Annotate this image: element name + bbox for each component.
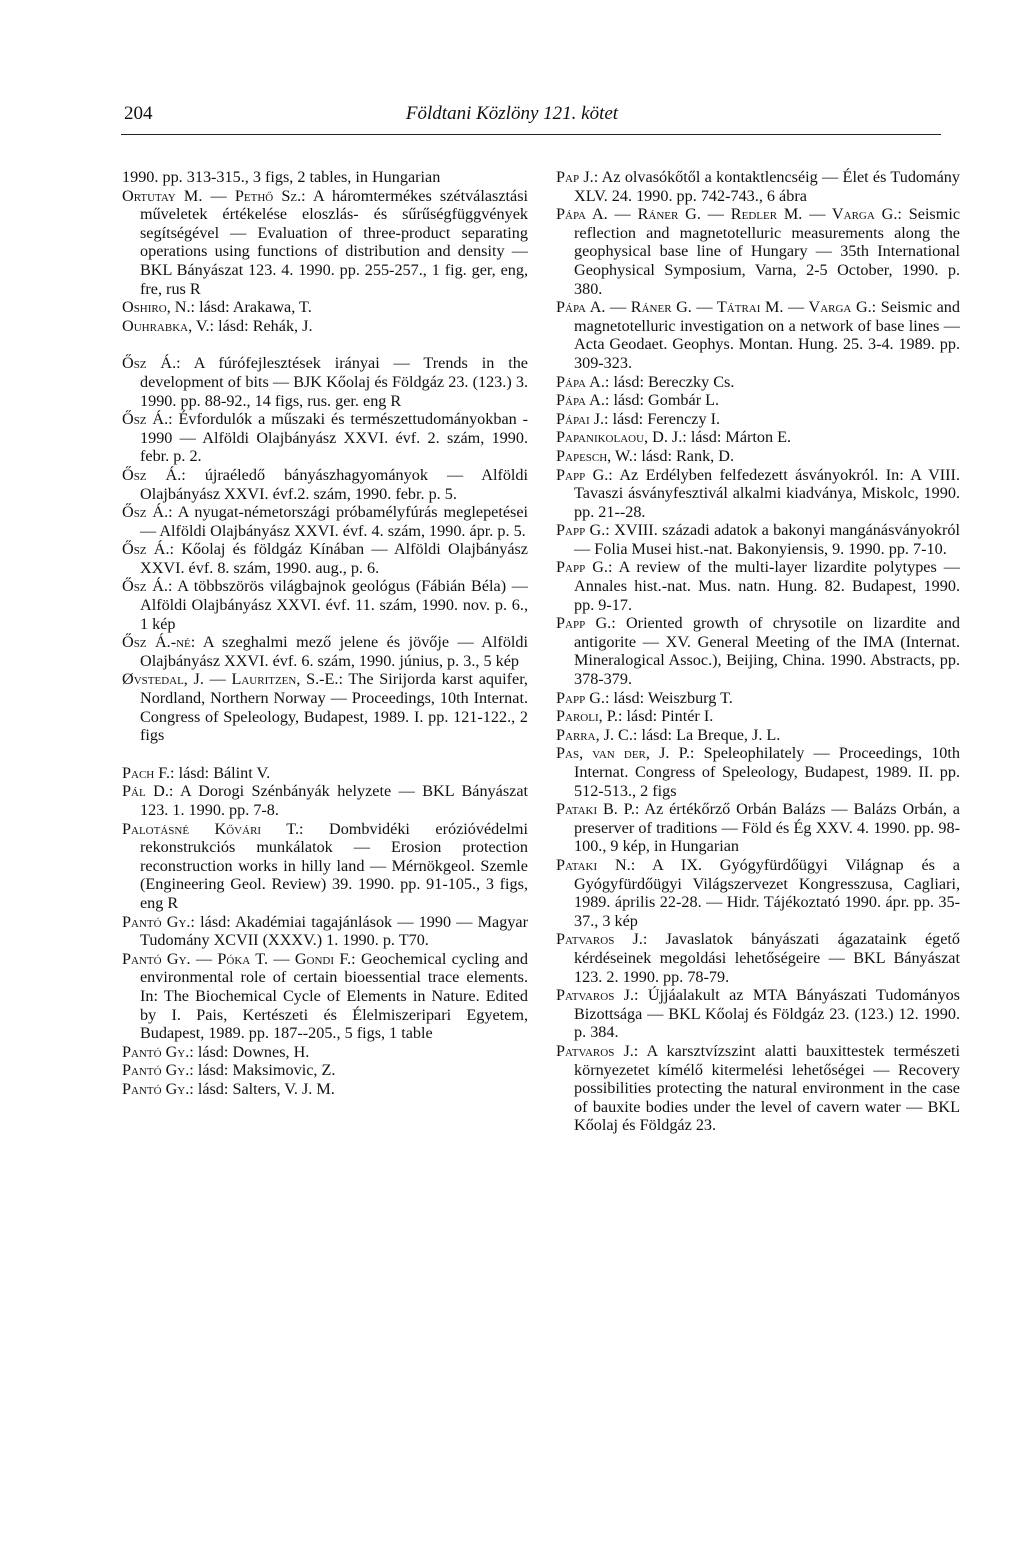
- bibliography-entry: [556, 410, 960, 429]
- bibliography-entry: [122, 298, 528, 317]
- bibliography-entry: [122, 577, 528, 633]
- bibliography-entry: [122, 466, 528, 503]
- entry-author: Ősz Á.-né:: [122, 633, 196, 652]
- bibliography-entry: [122, 633, 528, 670]
- entry-author: Papp G.:: [556, 465, 613, 484]
- bibliography-entry: [122, 913, 528, 950]
- bibliography-entry: [122, 354, 528, 410]
- bibliography-entry: [122, 1080, 528, 1099]
- bibliography-entry: [556, 447, 960, 466]
- bibliography-entry: [556, 800, 960, 856]
- bibliography-entry: [122, 410, 528, 466]
- entry-text: Újjáalakult az MTA Bányászati Tudományos Bizottsága — BKL Kőolaj és Földgáz 23. (123.) 12. 1990. p. 384.: [574, 986, 960, 1042]
- entry-text: lásd: Rank, D.: [641, 446, 734, 465]
- entry-text: lásd: Akadémiai tagajánlások — 1990 — Magyar Tudomány XCVII (XXXV.) 1. 1990. p. T70.: [140, 912, 529, 950]
- entry-author: Papp G.:: [556, 688, 610, 707]
- entry-text: Seismic reflection and magnetotelluric measurements along the geophysical base line of Hungary — 35th International Geophysical Symposium, Varna, 2-5 October, 1990. p. 380.: [574, 205, 961, 298]
- bibliography-entry: [556, 726, 960, 745]
- entry-text: 1990. pp. 313-315., 3 figs, 2 tables, in Hungarian: [122, 168, 441, 186]
- entry-author: Palotásné Kővári T.:: [122, 819, 304, 838]
- entry-author: Parra, J. C.:: [556, 725, 638, 744]
- entry-author: Ősz Á.:: [122, 503, 173, 522]
- entry-author: Ősz Á.:: [122, 577, 173, 596]
- entry-author: Ősz Á.:: [122, 410, 173, 429]
- entry-author: Pantó Gy.:: [122, 1079, 194, 1098]
- entry-author: Pápa A.:: [556, 391, 610, 410]
- entry-text: Seismic and magnetotelluric investigation on a network of base lines — Acta Geodaet. Geophys. Montan. Hung. 25. 3-4. 1989. pp. 309-323.: [574, 298, 960, 372]
- entry-author: Pápai J.:: [556, 409, 609, 428]
- entry-text: lásd: Pintér I.: [626, 707, 714, 726]
- entry-author: Papp G.:: [556, 521, 610, 540]
- entry-text: A Dorogi Szénbányák helyzete — BKL Bányászat 123. 1. 1990. pp. 7-8.: [140, 782, 528, 819]
- entry-author: Pantó Gy. — Póka T. — Gondi F.:: [122, 949, 356, 968]
- header-rule: [121, 134, 941, 135]
- bibliography-entry: [122, 540, 528, 577]
- entry-text: A szeghalmi mező jelene és jövője — Alföldi Olajbányász XXVI. évf. 6. szám, 1990. június, p. 3., 5 kép: [140, 633, 528, 670]
- bibliography-entry: [556, 391, 960, 410]
- entry-text: A nyugat-németországi próbamélyfúrás meglepetései — Alföldi Olajbányász XXVI. évf. 4. szám, 1990. ápr. p. 5.: [140, 503, 529, 540]
- bibliography-entry: [556, 744, 960, 800]
- entry-text: Kőolaj és földgáz Kínában — Alföldi Olajbányász XXVI. évf. 8. szám, 1990. aug., p. 6.: [140, 540, 528, 577]
- entry-text: Oriented growth of chrysotile on lizardite and antigorite — XV. General Meeting of the IMA (Internat. Mineralogical Assoc.), Beijing, China. 1990. Abstracts, pp. 378-379.: [574, 614, 961, 689]
- bibliography-entry: [556, 168, 960, 205]
- entry-text: A háromtermékes szétválasztási műveletek értékelése eloszlás- és sűrűségfüggvények segítségével — Evaluation of three-product separating operations using functions of distribution and density — BKL Bányászat 123. 4. 1990. pp. 255-257., 1 fig. ger, eng, fre, rus R: [140, 186, 529, 298]
- bibliography-entry: [122, 782, 528, 819]
- entry-author: Oshiro, N.:: [122, 298, 196, 317]
- entry-text: The Sirijorda karst aquifer, Nordland, Northern Norway — Proceedings, 10th Internat. Congress of Speleology, Budapest, 1989. I. pp. 121-122., 2 figs: [140, 670, 528, 745]
- entry-text: lásd: Márton E.: [690, 428, 792, 447]
- entry-text: Speleophilately — Proceedings, 10th Internat. Congress of Speleology, Budapest, 1989. II. pp. 512-513., 2 figs: [574, 744, 960, 800]
- entry-text: lásd: Gombár L.: [613, 391, 720, 410]
- entry-author: Papesch, W.:: [556, 446, 638, 465]
- entry-text: lásd: Downes, H.: [197, 1042, 310, 1061]
- entry-author: Paroli, P.:: [556, 707, 623, 726]
- entry-text: lásd: Arakawa, T.: [199, 298, 312, 317]
- entry-text: Az Erdélyben felfedezett ásványokról. In: A VIII. Tavaszi ásványfesztivál alkalmi kiadványa, Miskolc, 1990. pp. 21--28.: [574, 465, 960, 521]
- entry-author: Pataki B. P.:: [556, 800, 640, 819]
- entry-author: Ősz Á.:: [122, 354, 181, 373]
- entry-author: Papp G.:: [556, 558, 613, 577]
- entry-author: Ouhrabka, V.:: [122, 316, 215, 335]
- left-column: [122, 168, 528, 1099]
- entry-text: lásd: Maksimovic, Z.: [197, 1061, 336, 1080]
- entry-text: Az értékőrző Orbán Balázs — Balázs Orbán, a preserver of traditions — Föld és Ég XXV. 4. 1990. pp. 98-100., 9 kép, in Hungarian: [574, 800, 960, 856]
- entry-text: A review of the multi-layer lizardite polytypes — Annales hist.-nat. Mus. natn. Hung. 82. Budapest, 1990. pp. 9-17.: [574, 558, 960, 614]
- right-column: [556, 168, 960, 1135]
- entry-author: Pápa A. — Ráner G. — Redler M. — Varga G.:: [556, 205, 902, 224]
- entry-author: Patvaros J.:: [556, 986, 639, 1005]
- bibliography-entry: [122, 317, 528, 336]
- entry-text: lásd: Weiszburg T.: [613, 688, 733, 707]
- entry-author: Papanikolaou, D. J.:: [556, 428, 687, 447]
- bibliography-entry: [556, 466, 960, 522]
- entry-author: Ősz Á.:: [122, 465, 186, 484]
- entry-author: Ősz Á.:: [122, 540, 175, 559]
- entry-author: Pál D.:: [122, 782, 174, 801]
- bibliography-entry: [556, 298, 960, 372]
- entry-text: lásd: Salters, V. J. M.: [197, 1079, 335, 1098]
- entry-author: Pas, van der, J. P.:: [556, 744, 695, 763]
- bibliography-entry: [122, 1061, 528, 1080]
- entry-author: Patvaros J.:: [556, 1041, 639, 1060]
- entry-text: újraéledő bányászhagyományok — Alföldi Olajbányász XXVI. évf.2. szám, 1990. febr. p. 5.: [140, 465, 529, 503]
- bibliography-entry: [122, 503, 528, 540]
- entry-author: Øvstedal, J. — Lauritzen, S.-E.:: [122, 670, 343, 689]
- entry-author: Pápa A. — Ráner G. — Tátrai M. — Varga G.:: [556, 298, 877, 317]
- bibliography-entry: [556, 986, 960, 1042]
- page-number: 204: [124, 103, 153, 124]
- entry-author: Pantó Gy.:: [122, 1061, 194, 1080]
- entry-author: Pach F.:: [122, 763, 175, 782]
- bibliography-entry: [556, 856, 960, 930]
- bibliography-entry: [556, 205, 960, 298]
- bibliography-entry: [556, 558, 960, 614]
- entry-text: lásd: Bálint V.: [178, 763, 271, 782]
- bibliography-entry: [556, 428, 960, 447]
- entry-author: Pápa A.:: [556, 372, 610, 391]
- entry-text: Évfordulók a műszaki és természettudományokban - 1990 — Alföldi Olajbányász XXVI. évf. 2. szám, 1990. febr. p. 2.: [140, 410, 529, 466]
- entry-author: Pantó Gy.:: [122, 1042, 194, 1061]
- bibliography-entry: [122, 670, 528, 744]
- bibliography-entry: [122, 1043, 528, 1062]
- bibliography-entry: [556, 373, 960, 392]
- entry-text: lásd: La Breque, J. L.: [641, 725, 781, 744]
- bibliography-entry: [556, 1042, 960, 1135]
- bibliography-entry: [122, 950, 528, 1043]
- entry-text: Javaslatok bányászati ágazataink égető kérdéseinek megoldási lehetőségeire — BKL Bányászat 123. 2. 1990. pp. 78-79.: [574, 930, 960, 986]
- entry-author: Pataki N.:: [556, 855, 636, 874]
- entry-text: A többszörös világbajnok geológus (Fábián Béla) — Alföldi Olajbányász XXVI. évf. 11. szám, 1990. nov. p. 6., 1 kép: [140, 577, 528, 633]
- bibliography-entry: [122, 764, 528, 783]
- running-title: Földtani Közlöny 121. kötet: [405, 103, 619, 124]
- bibliography-entry: [556, 707, 960, 726]
- bibliography-entry: [122, 820, 528, 913]
- entry-text: Az olvasókőtől a kontaktlencséig — Élet és Tudomány XLV. 24. 1990. pp. 742-743., 6 ábra: [574, 168, 960, 205]
- entry-author: Pantó Gy.:: [122, 912, 195, 931]
- entry-text: Dombvidéki erózióvédelmi rekonstrukciós munkálatok — Erosion protection reconstruction works in hilly land — Mérnökgeol. Szemle (Engineering Geol. Review) 39. 1990. pp. 91-105., 3 figs, eng R: [140, 819, 529, 912]
- entry-text: Geochemical cycling and environmental role of certain bioessential trace elements. In: The Biochemical Cycle of Elements in Nature. Edited by I. Pais, Kertészeti és Élelmiszeripari Egyetem, Budapest, 1989. pp. 187--205., 5 figs, 1 table: [140, 949, 528, 1043]
- bibliography-entry: [122, 168, 528, 187]
- entry-text: lásd: Bereczky Cs.: [613, 372, 735, 391]
- bibliography-entry: [122, 187, 528, 299]
- entry-author: Patvaros J.:: [556, 930, 648, 949]
- entry-text: A fúrófejlesztések irányai — Trends in the development of bits — BJK Kőolaj és Földgáz 23. (123.) 3. 1990. pp. 88-92., 14 figs, rus. ger. eng R: [140, 354, 528, 410]
- entry-text: lásd: Rehák, J.: [218, 316, 313, 335]
- entry-text: XVIII. századi adatok a bakonyi mangánásványokról — Folia Musei hist.-nat. Bakonyiensis, 9. 1990. pp. 7-10.: [574, 521, 961, 558]
- bibliography-entry: [556, 689, 960, 708]
- entry-text: A IX. Gyógyfürdőügyi Világnap és a Gyógyfürdőügyi Világszervezet Kongresszusa, Cagliari, 1989. április 22-28. — Hidr. Tájékoztató 1990. ápr. pp. 35-37., 3 kép: [574, 855, 960, 930]
- entry-author: Pap J.:: [556, 168, 599, 186]
- entry-text: lásd: Ferenczy I.: [612, 409, 721, 428]
- bibliography-entry: [556, 521, 960, 558]
- bibliography-entry: [556, 930, 960, 986]
- entry-author: Ortutay M. — Pethő Sz.:: [122, 186, 306, 205]
- bibliography-entry: [556, 614, 960, 688]
- entry-text: A karsztvízszint alatti bauxittestek természeti környezetet kímélő kitermelési lehetőségei — Recovery possibilities protecting the natural environment in the case of bauxite bodies under the level of cavern water — BKL Kőolaj és Földgáz 23.: [574, 1041, 960, 1135]
- entry-author: Papp G.:: [556, 614, 616, 633]
